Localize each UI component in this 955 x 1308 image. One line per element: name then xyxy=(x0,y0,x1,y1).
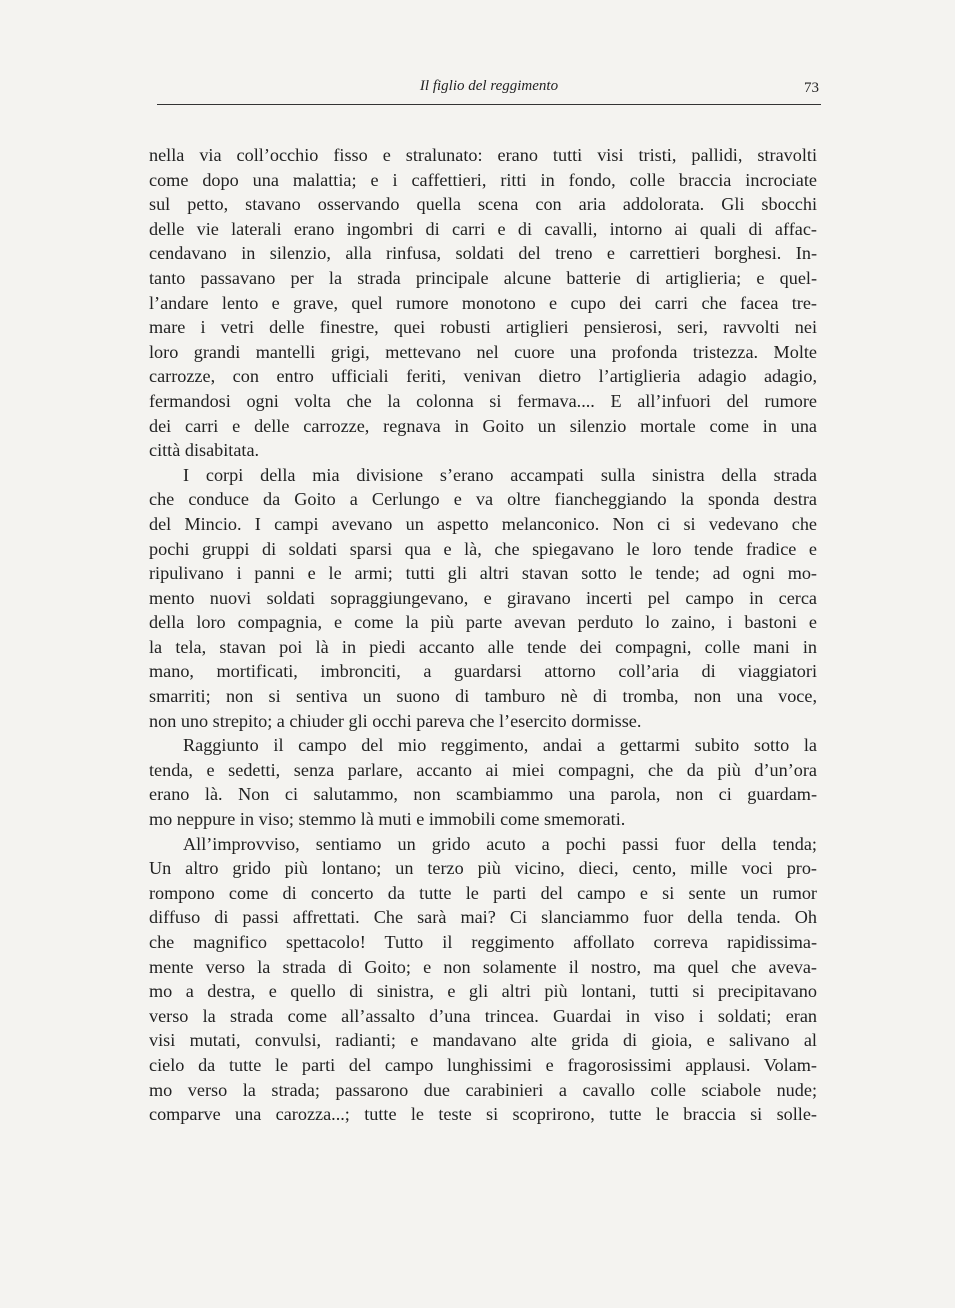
text-line: l’andare lento e grave, quel rumore monotono e cupo dei carri che facea tre- xyxy=(149,292,817,313)
text-line: cielo da tutte le parti del campo lunghissimi e fragorosissimi applausi. Volam- xyxy=(149,1054,817,1075)
text-line: ripulivano i panni e le armi; tutti gli altri stavan sotto le tende; ad ogni mo- xyxy=(149,563,817,584)
text-line: città disabitata. xyxy=(149,440,260,461)
text-line: mo verso la strada; passarono due carabinieri a cavallo colle sciabole nude; xyxy=(149,1079,817,1100)
text-line: rompono come di concerto da tutte le parti del campo e si sente un rumor xyxy=(149,882,817,903)
running-header xyxy=(157,78,821,105)
text-line: fermandosi ogni volta che la colonna si fermava.... E all’infuori del rumore xyxy=(149,390,817,411)
text-line: come dopo una malattia; e i caffettieri, ritti in fondo, colle braccia incrociate xyxy=(149,169,817,190)
text-line: cendavano in silenzio, alla rinfusa, soldati del treno e carrettieri borghesi. In- xyxy=(149,243,817,264)
text-line: dei carri e delle carrozze, regnava in Goito un silenzio mortale come in una xyxy=(149,415,817,436)
text-line: diffuso di passi affrettati. Che sarà mai? Ci slanciammo fuor della tenda. Oh xyxy=(149,907,817,928)
text-line: smarriti; non si sentiva un suono di tamburo nè di tromba, non una voce, xyxy=(149,686,817,707)
text-line: sul petto, stavano osservando quella scena con aria addolorata. Gli sbocchi xyxy=(149,194,817,215)
text-line: loro grandi mantelli grigi, mettevano nel cuore una profonda tristezza. Molte xyxy=(149,341,817,362)
text-line: delle vie laterali erano ingombri di carri e di cavalli, intorno ai quali di affac- xyxy=(149,218,817,239)
text-line: nella via coll’occhio fisso e stralunato: erano tutti visi tristi, pallidi, stravolti xyxy=(149,145,817,165)
running-title: Il figlio del reggimento xyxy=(419,78,559,94)
text-line: Raggiunto il campo del mio reggimento, andai a gettarmi subito sotto la xyxy=(183,735,817,756)
text-line: mente verso la strada di Goito; e non solamente il nostro, ma quel che aveva- xyxy=(149,956,817,977)
text-line: carrozze, con entro ufficiali feriti, venivan dietro l’artiglieria adagio adagio, xyxy=(149,366,817,387)
text-line: tanto passavano per la strada principale alcune batterie di artiglieria; e quel- xyxy=(149,267,817,288)
text-line: che magnifico spettacolo! Tutto il reggimento affollato correva rapidissima- xyxy=(149,932,817,952)
text-line: non uno strepito; a chiuder gli occhi pareva che l’esercito dormisse. xyxy=(149,710,642,731)
text-line: mare i vetri delle finestre, quei robusti artiglieri pensierosi, seri, ravvolti nei xyxy=(149,317,817,338)
text-line: mo a destra, e quello di sinistra, e gli altri più lontani, tutti si precipitavano xyxy=(149,981,817,1002)
text-line: della loro compagnia, e come la più parte avevan perduto lo zaino, i bastoni e xyxy=(149,612,817,633)
text-line: erano là. Non ci salutammo, non scambiammo una parola, non ci guardam- xyxy=(149,784,817,805)
body-text xyxy=(149,143,817,1127)
text-line: Un altro grido più lontano; un terzo più vicino, dieci, cento, mille voci pro- xyxy=(149,858,817,879)
text-line: visi mutati, convulsi, radianti; e mandavano alte grida di gioia, e salivano al xyxy=(149,1030,817,1051)
text-line: verso la strada come all’assalto d’una trincea. Guardai in viso i soldati; eran xyxy=(149,1005,817,1026)
text-line: mano, mortificati, imbronciti, a guardarsi attorno coll’aria di viaggiatori xyxy=(149,661,817,682)
text-line: che conduce da Goito a Cerlungo e va oltre fiancheggiando la sponda destra xyxy=(149,489,817,510)
text-line: I corpi della mia divisione s’erano accampati sulla sinistra della strada xyxy=(183,464,817,485)
page-number: 73 xyxy=(804,80,819,96)
text-line: del Mincio. I campi avevano un aspetto melanconico. Non ci si vedevano che xyxy=(149,513,817,534)
text-line: mo neppure in viso; stemmo là muti e immobili come smemorati. xyxy=(149,809,626,830)
text-line: All’improvviso, sentiamo un grido acuto a pochi passi fuor della tenda; xyxy=(183,833,817,854)
text-line: la tela, stavan poi là in piedi accanto alle tende dei compagni, colle mani in xyxy=(149,636,817,657)
text-line: tenda, e sedetti, senza parlare, accanto ai miei compagni, che da più d’un’ora xyxy=(149,759,817,780)
text-line: comparve una carozza...; tutte le teste si scoprirono, tutte le braccia si solle- xyxy=(149,1104,817,1125)
text-line: pochi gruppi di soldati sparsi qua e là, che spiegavano le loro tende fradice e xyxy=(149,538,817,559)
text-line: mento nuovi soldati sopraggiungevano, e giravano incerti pel campo in cerca xyxy=(149,587,817,608)
